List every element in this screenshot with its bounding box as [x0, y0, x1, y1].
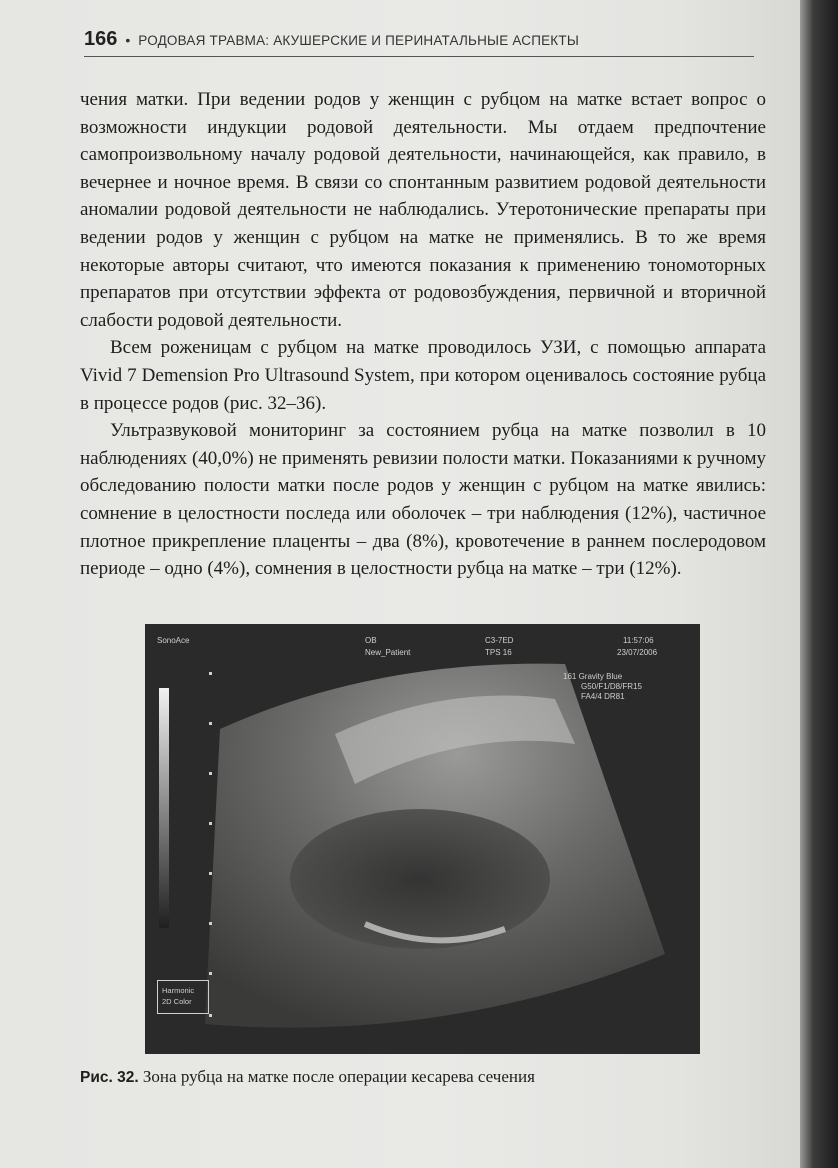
- header-bullet: •: [125, 32, 131, 48]
- page-number: 166: [84, 28, 118, 50]
- ultrasound-figure: [145, 624, 700, 1054]
- caption-label: Рис. 32.: [80, 1069, 139, 1086]
- patient-name: New_Patient: [365, 648, 411, 657]
- preset-name: TPS 16: [485, 648, 512, 657]
- scar-zone: [290, 809, 550, 949]
- binding-shadow: [800, 0, 838, 1168]
- scan-params-2: G50/F1/D8/FR15: [581, 682, 642, 691]
- mode-2d-color: 2D Color: [162, 997, 192, 1006]
- running-head-title: РОДОВАЯ ТРАВМА: АКУШЕРСКИЕ И ПЕРИНАТАЛЬНЫЕ АСПЕКТЫ: [138, 33, 579, 48]
- scan-params-3: FA4/4 DR81: [581, 692, 625, 701]
- paragraph-2: Всем роженицам с рубцом на матке проводилось УЗИ, с помощью аппарата Vivid 7 Demension Pro Ultrasound System, при котором оценивалось состояние рубца в процессе родов (рис. 32–36).: [80, 337, 766, 414]
- running-head: [84, 28, 754, 57]
- mode-box: [157, 980, 209, 1014]
- scan-date: 23/07/2006: [617, 648, 658, 657]
- figure-caption: [80, 1066, 760, 1089]
- probe-name: C3-7ED: [485, 636, 514, 645]
- paragraph-1: чения матки. При ведении родов у женщин с рубцом на матке встает вопрос о возможности индукции родовой деятельности. Мы отдаем предпочтение самопроизвольному началу родовой деятельности, начинающейся, как правило, в вечернее и ночное время. В связи со спонтанным развитием родовой деятельности аномалии родовой деятельности не наблюдались. Утеротонические препараты при ведении родов у женщин с рубцом на матке не применялись. В то же время некоторые авторы считают, что имеются показания к применению тономоторных препаратов при отсутствии эффекта от родовозбуждения, первичной и вторичной слабости родовой деятельности.: [80, 89, 766, 331]
- caption-text: Зона рубца на матке после операции кесарева сечения: [142, 1067, 535, 1086]
- scan-time: 11:57:06: [623, 636, 654, 645]
- mode-harmonic: Harmonic: [162, 986, 195, 995]
- scan-params-1: 161 Gravity Blue: [563, 672, 623, 681]
- device-brand: SonoAce: [157, 636, 190, 645]
- gray-scale-bar: [159, 688, 169, 928]
- paragraph-3: Ультразвуковой мониторинг за состоянием рубца на матке позволил в 10 наблюдениях (40,0%) не применять ревизии полости матки. Показаниями к ручному обследованию полости матки после родов у женщин с рубцом на матке явились: сомнение в целостности последа или оболочек – три наблюдения (12%), частичное плотное прикрепление плаценты – два (8%), кровотечение в раннем послеродовом периоде – одно (4%), сомнения в целостности рубца на матке – три (12%).: [80, 420, 766, 580]
- body-text: [80, 86, 766, 583]
- exam-type: OB: [365, 636, 377, 645]
